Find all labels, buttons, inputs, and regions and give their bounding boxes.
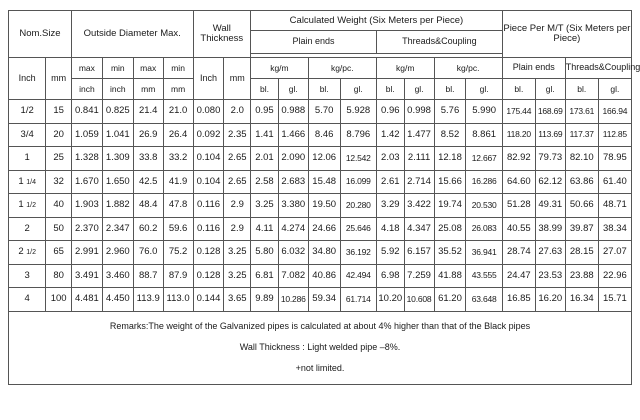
cell-ppm-tc-bl: 117.37: [565, 123, 598, 147]
cell-tc-kgm-gl: 0.998: [404, 100, 434, 124]
cell-ppm-pe-bl: 118.20: [502, 123, 535, 147]
header-pe-kgpc-gl: gl.: [340, 79, 376, 100]
cell-wt-inch: 0.144: [193, 288, 224, 312]
cell-nom-inch: 3: [9, 264, 46, 288]
header-od-unit-2: inch: [102, 79, 133, 100]
cell-tc-kgpc-bl: 35.52: [434, 241, 466, 265]
cell-od-max-mm: 42.5: [133, 170, 163, 194]
remarks-line-1: Remarks:The weight of the Galvanized pipes is calculated at about 4% higher than that of the Black pipes: [109, 320, 531, 331]
header-nom-size: Nom.Size: [9, 11, 72, 58]
header-plain-ends: Plain ends: [251, 31, 377, 54]
cell-ppm-tc-bl: 82.10: [565, 147, 598, 171]
header-inch: Inch: [9, 58, 46, 100]
cell-pe-kgpc-gl: 16.099: [340, 170, 376, 194]
cell-ppm-tc-bl: 173.61: [565, 100, 598, 124]
header-ppm-plain-ends: Plain ends: [502, 58, 565, 79]
cell-pe-kgm-bl: 0.95: [251, 100, 279, 124]
cell-od-max-inch: 0.841: [71, 100, 102, 124]
cell-nom-mm: 25: [46, 147, 72, 171]
cell-nom-mm: 32: [46, 170, 72, 194]
cell-od-max-mm: 26.9: [133, 123, 163, 147]
cell-od-max-mm: 21.4: [133, 100, 163, 124]
cell-pe-kgpc-bl: 5.70: [308, 100, 340, 124]
cell-tc-kgm-gl: 2.111: [404, 147, 434, 171]
cell-pe-kgpc-gl: 12.542: [340, 147, 376, 171]
header-outside-diameter: Outside Diameter Max.: [71, 11, 193, 58]
cell-nom-inch: [9, 194, 46, 218]
header-tc-kgpc-bl: bl.: [434, 79, 466, 100]
table-row: [9, 123, 632, 147]
cell-ppm-pe-bl: 28.74: [502, 241, 535, 265]
cell-nom-inch: [9, 241, 46, 265]
cell-ppm-tc-gl: 61.40: [598, 170, 631, 194]
cell-pe-kgpc-gl: 42.494: [340, 264, 376, 288]
cell-nom-mm: 100: [46, 288, 72, 312]
cell-pe-kgm-bl: 9.89: [251, 288, 279, 312]
cell-tc-kgpc-gl: 16.286: [466, 170, 502, 194]
cell-wt-inch: 0.128: [193, 264, 224, 288]
header-od-unit-3: mm: [133, 79, 163, 100]
cell-pe-kgm-bl: 4.11: [251, 217, 279, 241]
cell-tc-kgm-bl: 0.96: [376, 100, 404, 124]
cell-pe-kgm-gl: 1.466: [278, 123, 308, 147]
cell-tc-kgm-bl: 10.20: [376, 288, 404, 312]
cell-ppm-tc-bl: 39.87: [565, 217, 598, 241]
cell-ppm-tc-gl: 48.71: [598, 194, 631, 218]
cell-tc-kgpc-gl: 5.990: [466, 100, 502, 124]
cell-pe-kgpc-gl: 36.192: [340, 241, 376, 265]
cell-pe-kgpc-gl: 20.280: [340, 194, 376, 218]
cell-nom-inch: 1/2: [9, 100, 46, 124]
cell-od-min-inch: 2.347: [102, 217, 133, 241]
cell-tc-kgm-bl: 2.61: [376, 170, 404, 194]
cell-od-max-mm: 60.2: [133, 217, 163, 241]
cell-nom-inch: 2: [9, 217, 46, 241]
cell-ppm-pe-bl: 51.28: [502, 194, 535, 218]
table-row: [9, 194, 632, 218]
cell-tc-kgm-bl: 5.92: [376, 241, 404, 265]
header-pe-kgpc-bl: bl.: [308, 79, 340, 100]
cell-tc-kgm-bl: 2.03: [376, 147, 404, 171]
cell-tc-kgpc-gl: 8.861: [466, 123, 502, 147]
cell-nom-mm: 50: [46, 217, 72, 241]
cell-od-min-inch: 3.460: [102, 264, 133, 288]
table-row: [9, 170, 632, 194]
table-row: [9, 288, 632, 312]
cell-pe-kgm-gl: 2.683: [278, 170, 308, 194]
cell-wt-mm: 3.25: [224, 241, 251, 265]
cell-tc-kgpc-bl: 12.18: [434, 147, 466, 171]
cell-pe-kgm-gl: 6.032: [278, 241, 308, 265]
cell-nom-mm: 15: [46, 100, 72, 124]
header-od-max-inch: max: [71, 58, 102, 79]
table-row: [9, 264, 632, 288]
cell-od-min-mm: 59.6: [163, 217, 193, 241]
header-wall-thickness-text: Wall Thickness: [200, 23, 244, 44]
cell-nom-inch: 3/4: [9, 123, 46, 147]
cell-od-max-inch: 1.903: [71, 194, 102, 218]
cell-tc-kgm-gl: 2.714: [404, 170, 434, 194]
cell-tc-kgpc-bl: 8.52: [434, 123, 466, 147]
cell-tc-kgm-gl: 4.347: [404, 217, 434, 241]
cell-pe-kgm-bl: 1.41: [251, 123, 279, 147]
remarks-section: [9, 311, 632, 384]
cell-od-min-inch: 0.825: [102, 100, 133, 124]
cell-pe-kgm-gl: 0.988: [278, 100, 308, 124]
table-row: [9, 217, 632, 241]
cell-tc-kgm-bl: 6.98: [376, 264, 404, 288]
cell-tc-kgm-bl: 3.29: [376, 194, 404, 218]
cell-tc-kgpc-gl: 12.667: [466, 147, 502, 171]
header-tc-kgm-bl: bl.: [376, 79, 404, 100]
cell-nom-inch-fraction: 1/2: [26, 202, 36, 210]
header-tc-kgpc: kg/pc.: [434, 58, 502, 79]
cell-pe-kgm-gl: 2.090: [278, 147, 308, 171]
header-wt-mm: mm: [224, 58, 251, 100]
remarks-line-3: +not limited.: [295, 362, 345, 373]
cell-od-max-inch: 1.670: [71, 170, 102, 194]
header-pe-kgpc: kg/pc.: [308, 58, 376, 79]
cell-od-min-inch: 2.960: [102, 241, 133, 265]
cell-pe-kgpc-gl: 25.646: [340, 217, 376, 241]
cell-tc-kgm-gl: 7.259: [404, 264, 434, 288]
cell-wt-mm: 3.25: [224, 264, 251, 288]
cell-wt-mm: 2.9: [224, 194, 251, 218]
cell-pe-kgm-gl: 7.082: [278, 264, 308, 288]
cell-pe-kgpc-bl: 8.46: [308, 123, 340, 147]
header-wt-inch: Inch: [193, 58, 224, 100]
cell-pe-kgpc-bl: 19.50: [308, 194, 340, 218]
header-tc-kgm-gl: gl.: [404, 79, 434, 100]
cell-ppm-tc-gl: 27.07: [598, 241, 631, 265]
cell-wt-inch: 0.080: [193, 100, 224, 124]
cell-tc-kgpc-bl: 5.76: [434, 100, 466, 124]
cell-ppm-pe-bl: 175.44: [502, 100, 535, 124]
header-ppm-pe-gl: gl.: [535, 79, 565, 100]
cell-pe-kgm-gl: 4.274: [278, 217, 308, 241]
cell-ppm-tc-gl: 166.94: [598, 100, 631, 124]
cell-ppm-tc-bl: 28.15: [565, 241, 598, 265]
header-wall-thickness: [193, 11, 251, 58]
header-ppm-tc-gl: gl.: [598, 79, 631, 100]
cell-tc-kgpc-gl: 36.941: [466, 241, 502, 265]
cell-pe-kgpc-bl: 24.66: [308, 217, 340, 241]
header-od-min-inch: min: [102, 58, 133, 79]
cell-wt-inch: 0.116: [193, 217, 224, 241]
table-row: [9, 241, 632, 265]
cell-od-min-mm: 113.0: [163, 288, 193, 312]
cell-nom-inch-whole: 1: [18, 175, 24, 187]
cell-ppm-pe-gl: 49.31: [535, 194, 565, 218]
cell-pe-kgpc-bl: 59.34: [308, 288, 340, 312]
cell-tc-kgpc-gl: 63.648: [466, 288, 502, 312]
cell-pe-kgpc-gl: 61.714: [340, 288, 376, 312]
cell-ppm-pe-bl: 16.85: [502, 288, 535, 312]
cell-od-max-mm: 113.9: [133, 288, 163, 312]
header-pe-kgm: kg/m: [251, 58, 309, 79]
cell-tc-kgm-gl: 1.477: [404, 123, 434, 147]
cell-tc-kgpc-gl: 20.530: [466, 194, 502, 218]
cell-pe-kgm-bl: 2.01: [251, 147, 279, 171]
cell-tc-kgpc-bl: 15.66: [434, 170, 466, 194]
cell-pe-kgm-gl: 3.380: [278, 194, 308, 218]
remarks-cell: [9, 311, 632, 384]
pipe-spec-table: [8, 10, 640, 385]
cell-od-min-mm: 87.9: [163, 264, 193, 288]
cell-wt-mm: 2.0: [224, 100, 251, 124]
header-od-max-mm: max: [133, 58, 163, 79]
cell-od-min-inch: 4.450: [102, 288, 133, 312]
header-tc-kgpc-gl: gl.: [466, 79, 502, 100]
cell-ppm-tc-gl: 22.96: [598, 264, 631, 288]
cell-ppm-pe-gl: 79.73: [535, 147, 565, 171]
cell-ppm-pe-gl: 23.53: [535, 264, 565, 288]
cell-nom-inch: [9, 170, 46, 194]
header-ppm-threads-coupling: Threads&Coupling: [565, 58, 631, 79]
cell-pe-kgm-bl: 5.80: [251, 241, 279, 265]
cell-wt-mm: 2.65: [224, 147, 251, 171]
cell-ppm-pe-gl: 16.20: [535, 288, 565, 312]
cell-wt-inch: 0.104: [193, 170, 224, 194]
cell-nom-inch-fraction: 1/4: [26, 178, 36, 186]
cell-od-max-mm: 33.8: [133, 147, 163, 171]
cell-ppm-pe-bl: 82.92: [502, 147, 535, 171]
cell-pe-kgm-bl: 6.81: [251, 264, 279, 288]
cell-ppm-tc-bl: 23.88: [565, 264, 598, 288]
cell-wt-mm: 3.65: [224, 288, 251, 312]
cell-od-min-inch: 1.882: [102, 194, 133, 218]
cell-od-max-mm: 76.0: [133, 241, 163, 265]
cell-tc-kgpc-bl: 41.88: [434, 264, 466, 288]
cell-pe-kgm-bl: 3.25: [251, 194, 279, 218]
cell-od-min-inch: 1.309: [102, 147, 133, 171]
cell-od-min-mm: 75.2: [163, 241, 193, 265]
cell-nom-inch-fraction: 1/2: [26, 249, 36, 257]
cell-ppm-tc-bl: 63.86: [565, 170, 598, 194]
cell-ppm-pe-bl: 64.60: [502, 170, 535, 194]
cell-ppm-pe-bl: 40.55: [502, 217, 535, 241]
cell-od-max-inch: 3.491: [71, 264, 102, 288]
cell-ppm-pe-bl: 24.47: [502, 264, 535, 288]
cell-tc-kgm-bl: 4.18: [376, 217, 404, 241]
cell-od-max-inch: 1.059: [71, 123, 102, 147]
cell-wt-mm: 2.35: [224, 123, 251, 147]
cell-ppm-pe-gl: 27.63: [535, 241, 565, 265]
cell-wt-mm: 2.9: [224, 217, 251, 241]
cell-pe-kgpc-bl: 34.80: [308, 241, 340, 265]
cell-pe-kgm-bl: 2.58: [251, 170, 279, 194]
cell-ppm-pe-gl: 113.69: [535, 123, 565, 147]
table-row: [9, 100, 632, 124]
cell-tc-kgpc-gl: 43.555: [466, 264, 502, 288]
cell-nom-mm: 40: [46, 194, 72, 218]
cell-wt-inch: 0.128: [193, 241, 224, 265]
cell-od-max-inch: 2.370: [71, 217, 102, 241]
header-threads-coupling: Threads&Coupling: [376, 31, 502, 54]
cell-ppm-pe-gl: 168.69: [535, 100, 565, 124]
header-calculated-weight: Calculated Weight (Six Meters per Piece): [251, 11, 503, 31]
cell-od-max-inch: 1.328: [71, 147, 102, 171]
cell-pe-kgpc-gl: 8.796: [340, 123, 376, 147]
cell-od-min-inch: 1.041: [102, 123, 133, 147]
table-row: [9, 147, 632, 171]
cell-nom-mm: 65: [46, 241, 72, 265]
cell-ppm-tc-bl: 16.34: [565, 288, 598, 312]
cell-nom-inch: 1: [9, 147, 46, 171]
cell-ppm-pe-gl: 38.99: [535, 217, 565, 241]
cell-pe-kgpc-bl: 15.48: [308, 170, 340, 194]
cell-tc-kgm-gl: 10.608: [404, 288, 434, 312]
header-od-unit-1: inch: [71, 79, 102, 100]
cell-tc-kgpc-bl: 19.74: [434, 194, 466, 218]
remarks-line-2: Wall Thickness : Light welded pipe –8%.: [239, 341, 401, 352]
header-pe-kgm-gl: gl.: [278, 79, 308, 100]
header-od-unit-4: mm: [163, 79, 193, 100]
cell-od-min-mm: 47.8: [163, 194, 193, 218]
cell-od-min-mm: 21.0: [163, 100, 193, 124]
cell-od-min-mm: 41.9: [163, 170, 193, 194]
cell-pe-kgpc-gl: 5.928: [340, 100, 376, 124]
cell-od-max-inch: 2.991: [71, 241, 102, 265]
header-tc-kgm: kg/m: [376, 58, 434, 79]
cell-ppm-tc-gl: 38.34: [598, 217, 631, 241]
cell-tc-kgpc-gl: 26.083: [466, 217, 502, 241]
cell-od-min-mm: 33.2: [163, 147, 193, 171]
cell-nom-inch-whole: 1: [18, 199, 24, 211]
cell-pe-kgpc-bl: 12.06: [308, 147, 340, 171]
cell-tc-kgm-gl: 6.157: [404, 241, 434, 265]
cell-wt-mm: 2.65: [224, 170, 251, 194]
header-piece-per-mt: Piece Per M/T (Six Meters per Piece): [502, 11, 631, 58]
cell-pe-kgm-gl: 10.286: [278, 288, 308, 312]
cell-od-max-mm: 88.7: [133, 264, 163, 288]
cell-pe-kgpc-bl: 40.86: [308, 264, 340, 288]
cell-tc-kgm-gl: 3.422: [404, 194, 434, 218]
cell-od-min-inch: 1.650: [102, 170, 133, 194]
header-pe-kgm-bl: bl.: [251, 79, 279, 100]
cell-ppm-tc-gl: 112.85: [598, 123, 631, 147]
cell-ppm-tc-gl: 15.71: [598, 288, 631, 312]
header-ppm-pe-bl: bl.: [502, 79, 535, 100]
cell-wt-inch: 0.116: [193, 194, 224, 218]
cell-od-max-mm: 48.4: [133, 194, 163, 218]
cell-nom-inch-whole: 2: [18, 246, 24, 258]
cell-tc-kgm-bl: 1.42: [376, 123, 404, 147]
cell-wt-inch: 0.104: [193, 147, 224, 171]
cell-tc-kgpc-bl: 25.08: [434, 217, 466, 241]
cell-ppm-tc-gl: 78.95: [598, 147, 631, 171]
cell-tc-kgpc-bl: 61.20: [434, 288, 466, 312]
cell-od-max-inch: 4.481: [71, 288, 102, 312]
cell-ppm-tc-bl: 50.66: [565, 194, 598, 218]
cell-nom-mm: 20: [46, 123, 72, 147]
cell-ppm-pe-gl: 62.12: [535, 170, 565, 194]
header-ppm-tc-bl: bl.: [565, 79, 598, 100]
table-body: [9, 100, 632, 312]
cell-nom-mm: 80: [46, 264, 72, 288]
pipe-spec-table-container: [8, 10, 640, 385]
header-mm: mm: [46, 58, 72, 100]
cell-od-min-mm: 26.4: [163, 123, 193, 147]
cell-nom-inch: 4: [9, 288, 46, 312]
cell-wt-inch: 0.092: [193, 123, 224, 147]
header-od-min-mm: min: [163, 58, 193, 79]
